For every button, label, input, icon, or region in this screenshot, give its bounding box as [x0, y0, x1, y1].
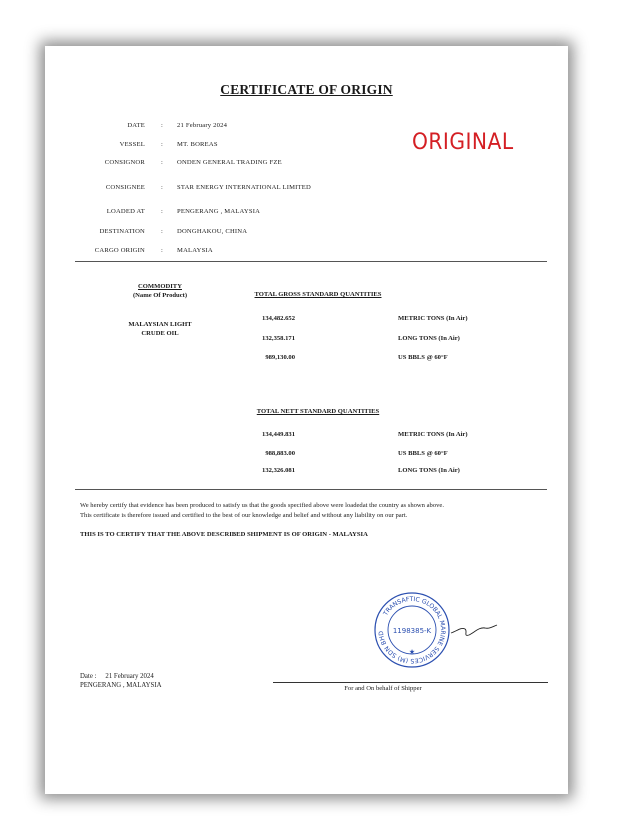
quantity-value: 134,449.831 [262, 431, 295, 438]
field-separator: : [161, 159, 164, 166]
field-label: CONSIGNEE [105, 184, 145, 191]
field-label: LOADED AT [106, 208, 145, 215]
nett-quantity-row [45, 431, 565, 441]
quantity-unit: US BBLS @ 60°F [398, 450, 448, 457]
product-line: MALAYSIAN LIGHT [128, 321, 192, 328]
field-row-date [45, 122, 445, 134]
field-row-cargo-origin [45, 247, 445, 259]
certification-text [80, 501, 540, 520]
quantity-value: 132,358.171 [262, 335, 295, 342]
field-separator: : [161, 122, 164, 129]
field-value: MALAYSIA [177, 247, 213, 254]
footer-date-line [80, 672, 162, 681]
gross-quantity-row [45, 335, 565, 345]
quantity-unit: METRIC TONS (In Air) [398, 315, 468, 322]
signature-line [273, 682, 548, 683]
field-value: ONDEN GENERAL TRADING FZE [177, 159, 282, 166]
field-separator: : [161, 184, 164, 191]
document-title: CERTIFICATE OF ORIGIN [220, 82, 393, 97]
nett-quantity-row [45, 467, 565, 477]
certificate-document [45, 46, 568, 794]
field-row-consignee [45, 184, 445, 196]
company-seal [372, 590, 452, 670]
quantity-unit: US BBLS @ 60°F [398, 354, 448, 361]
quantity-value: 988,883.00 [265, 450, 295, 457]
signature-label: For and On behalf of Shipper [344, 685, 422, 692]
field-separator: : [161, 247, 164, 254]
nett-quantity-row [45, 450, 565, 460]
quantity-value: 989,130.00 [265, 354, 295, 361]
quantity-unit: LONG TONS (In Air) [398, 335, 460, 342]
quantity-unit: LONG TONS (In Air) [398, 467, 460, 474]
original-stamp: ORIGINAL [412, 130, 514, 155]
header-divider [75, 261, 547, 262]
field-value: PENGERANG , MALAYSIA [177, 208, 261, 215]
field-separator: : [161, 208, 164, 215]
field-row-destination [45, 228, 445, 240]
footer-place: PENGERANG , MALAYSIA [80, 682, 162, 689]
commodity-subtitle: (Name Of Product) [132, 292, 188, 299]
field-value: MT. BOREAS [177, 141, 218, 148]
field-separator: : [161, 141, 164, 148]
field-label: DESTINATION [99, 228, 145, 235]
origin-statement: THIS IS TO CERTIFY THAT THE ABOVE DESCRIBED SHIPMENT IS OF ORIGIN - MALAYSIA [80, 531, 368, 538]
commodity-title: COMMODITY [138, 283, 182, 290]
date-value: 21 February 2024 [105, 673, 154, 680]
field-label: DATE [127, 122, 145, 129]
gross-quantities-heading: TOTAL GROSS STANDARD QUANTITIES [254, 291, 382, 298]
commodity-heading [125, 282, 195, 300]
nett-quantities-heading: TOTAL NETT STANDARD QUANTITIES [256, 408, 380, 415]
field-label: VESSEL [119, 141, 145, 148]
field-row-consignor [45, 159, 445, 171]
field-value: STAR ENERGY INTERNATIONAL LIMITED [177, 184, 311, 191]
gross-quantity-row [45, 354, 565, 364]
certification-line: We hereby certify that evidence has been produced to satisfy us that the goods specified above were loadedat the country as shown above. [80, 502, 445, 509]
star-icon: ★ [408, 648, 416, 656]
field-separator: : [161, 228, 164, 235]
quantity-value: 132,326.081 [262, 467, 295, 474]
gross-quantity-row [45, 315, 565, 325]
quantity-unit: METRIC TONS (In Air) [398, 431, 468, 438]
field-value: DONGHAKOU, CHINA [177, 228, 248, 235]
field-label: CONSIGNOR [104, 159, 145, 166]
field-row-loaded-at [45, 208, 445, 220]
field-label: CARGO ORIGIN [94, 247, 145, 254]
quantities-divider [75, 489, 547, 490]
field-row-vessel [45, 141, 445, 153]
seal-registration-number: 1198385-K [392, 627, 432, 635]
certification-line: This certificate is therefore issued and certified to the best of our knowledge and belief and without any liability on our part. [80, 511, 408, 519]
field-value: 21 February 2024 [177, 122, 228, 129]
quantity-value: 134,482.652 [262, 315, 295, 322]
footer-date-place [80, 672, 162, 690]
date-label: Date : [80, 673, 97, 680]
signature [449, 617, 499, 641]
product-line: CRUDE OIL [141, 330, 179, 337]
seal-company-name: TRANSAFTIC GLOBAL MARINE SERVICES (M) SDN BHD [377, 595, 447, 665]
